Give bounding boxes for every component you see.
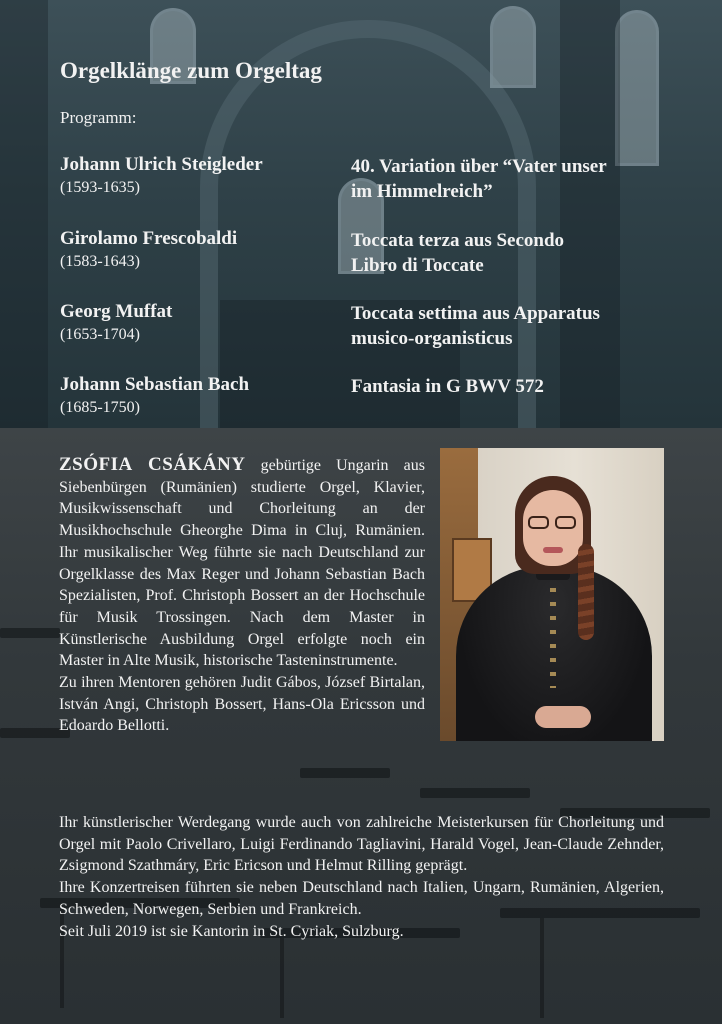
portrait-lips <box>543 547 563 553</box>
program-item-work <box>351 374 681 399</box>
work-title-line: im Himmelreich” <box>351 181 493 202</box>
bio-career-paragraph: Ihr künstlerischer Werdegang wurde auch von zahlreiche Meisterkursen für Chorleitung und Orgel mit Paolo Crivellaro, Luigi Ferdinando Tagliavini, Harald Vogel, Jean-Claude Zehnder, Zsigmond Szathmáry, Eric Ericson und Helmut Rilling geprägt. <box>59 814 664 875</box>
program-item-work <box>351 154 681 204</box>
bio-current-paragraph: Seit Juli 2019 ist sie Kantorin in St. Cyriak, Sulzburg. <box>59 922 404 940</box>
page-title: Orgelklänge zum Orgeltag <box>60 58 322 83</box>
church-window <box>490 6 536 88</box>
artist-portrait <box>440 448 664 741</box>
program-label: Programm: <box>60 108 137 127</box>
pew <box>420 788 530 798</box>
composer-name: Girolamo Frescobaldi <box>60 228 238 249</box>
composer-years: (1685-1750) <box>60 399 140 416</box>
composer-years: (1593-1635) <box>60 179 140 196</box>
work-title-line: Toccata settima aus Apparatus <box>351 303 600 324</box>
composer-name: Georg Muffat <box>60 301 173 322</box>
composer-years: (1653-1704) <box>60 326 140 343</box>
portrait-hands <box>535 706 591 728</box>
program-item-composer <box>60 228 340 271</box>
work-title-line: 40. Variation über “Vater unser <box>351 156 607 177</box>
program-item-work <box>351 301 681 351</box>
pew <box>0 628 60 638</box>
bio-tours-paragraph: Ihre Konzertreisen führten sie neben Deutschland nach Italien, Ungarn, Rumänien, Algerien, Schweden, Norwegen, Serbien und Frankreich. <box>59 879 664 918</box>
bio-intro-paragraph <box>59 454 425 672</box>
pew-leg <box>280 938 284 1018</box>
portrait-braid <box>578 544 594 640</box>
program-item-composer <box>60 374 340 417</box>
biography <box>59 454 425 737</box>
church-column <box>0 0 48 428</box>
work-title-line: Toccata terza aus Secondo <box>351 230 565 251</box>
bio-mentors-paragraph: Zu ihren Mentoren gehören Judit Gábos, József Birtalan, István Angi, Christoph Bossert, Hans-Ola Ericsson und Edoardo Bellotti. <box>59 674 425 735</box>
work-title-line: Fantasia in G BWV 572 <box>351 376 544 397</box>
program-item-composer <box>60 154 340 197</box>
bio-intro-text: gebürtige Ungarin aus Siebenbürgen (Rumänien) studierte Orgel, Klavier, Musikwissenschaft und Chorleitung an der Musikhochschule Gheorghe Dima in Cluj, Rumänien. Ihr musikalischer Weg führte sie nach Deutschland zur Orgelklasse des Max Reger und Johann Sebastian Bach Spezialisten, Prof. Christoph Bossert an der Hochschule für Musik Trossingen. Nach dem Master in Künstlerische Ausbildung Orgel erfolgte noch ein Master in Alte Musik, historische Tasteninstrumente. <box>59 457 425 670</box>
composer-years: (1583-1643) <box>60 253 140 270</box>
portrait-glasses <box>528 516 578 530</box>
church-column <box>560 0 620 428</box>
portrait-jacket-buttons <box>550 588 556 688</box>
biography-continued <box>59 812 664 942</box>
composer-name: Johann Sebastian Bach <box>60 374 250 395</box>
program-item-work <box>351 228 681 278</box>
program-item-composer <box>60 301 340 344</box>
work-title-line: Libro di Toccate <box>351 255 484 276</box>
work-title-line: musico-organisticus <box>351 328 513 349</box>
artist-name: ZSÓFIA CSÁKÁNY <box>59 454 246 475</box>
pew <box>300 768 390 778</box>
church-window <box>615 10 659 166</box>
composer-name: Johann Ulrich Steigleder <box>60 154 263 175</box>
